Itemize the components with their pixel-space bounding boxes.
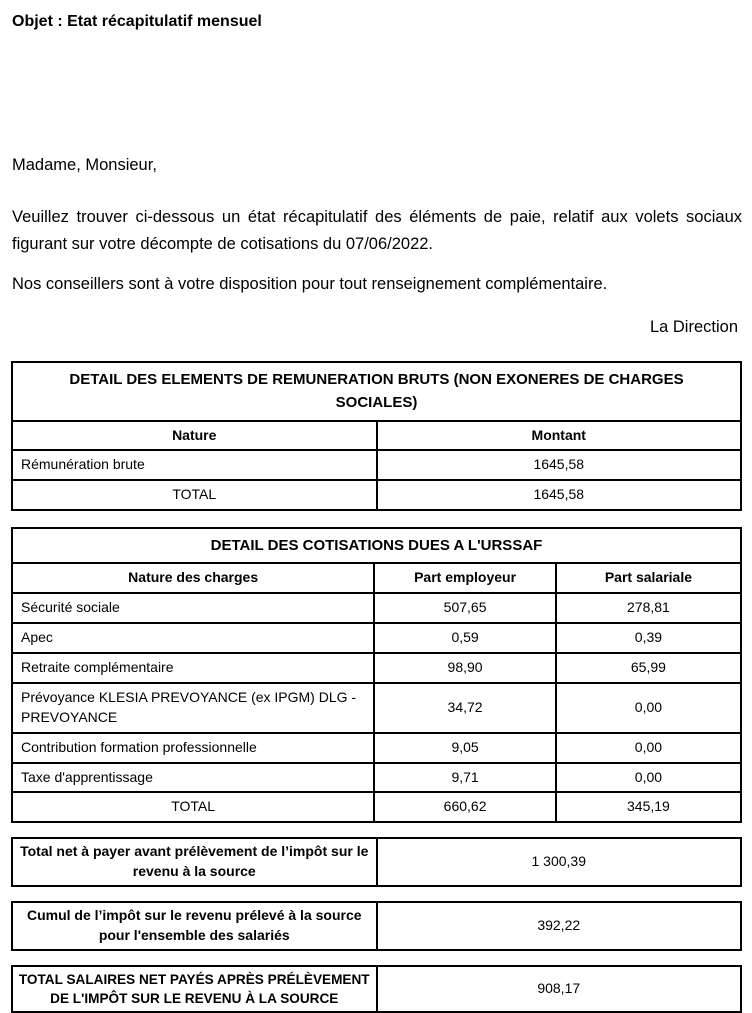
summary-table-net-apres-prelevement bbox=[11, 965, 742, 1013]
summary-label: TOTAL SALAIRES NET PAYÉS APRÈS PRÉLÈVEMENT DE L'IMPÔT SUR LE REVENU À LA SOURCE bbox=[12, 966, 377, 1013]
cotisations-table-header-row bbox=[12, 563, 741, 593]
row-part-salariale: 278,81 bbox=[556, 593, 741, 623]
table-row bbox=[12, 593, 741, 623]
letter-signature: La Direction bbox=[649, 318, 738, 336]
row-part-salariale: 0,00 bbox=[556, 733, 741, 763]
column-header-nature-charges: Nature des charges bbox=[12, 563, 374, 593]
total-label: TOTAL bbox=[12, 480, 377, 510]
row-part-salariale: 0,39 bbox=[556, 623, 741, 653]
row-nature: Taxe d'apprentissage bbox=[12, 763, 374, 793]
remuneration-table-title-row bbox=[12, 362, 741, 421]
total-row bbox=[12, 480, 741, 510]
letter-paragraph-intro: Veuillez trouver ci-dessous un état récapitulatif des éléments de paie, relatif aux volets sociaux figurant sur votre décompte de cotisations du 07/06/2022. bbox=[12, 208, 742, 253]
letter-salutation: Madame, Monsieur, bbox=[12, 156, 157, 174]
row-part-salariale: 0,00 bbox=[556, 683, 741, 733]
total-part-salariale: 345,19 bbox=[556, 792, 741, 822]
table-row bbox=[12, 653, 741, 683]
summary-table-net-avant-prelevement bbox=[11, 837, 742, 887]
remuneration-table bbox=[11, 361, 742, 511]
column-header-montant: Montant bbox=[377, 421, 742, 451]
row-nature: Retraite complémentaire bbox=[12, 653, 374, 683]
cotisations-table-title: DETAIL DES COTISATIONS DUES A L'URSSAF bbox=[12, 528, 741, 563]
row-part-employeur: 9,71 bbox=[374, 763, 556, 793]
remuneration-table-title: DETAIL DES ELEMENTS DE REMUNERATION BRUTS (NON EXONERES DE CHARGES SOCIALES) bbox=[12, 362, 741, 421]
row-montant: 1645,58 bbox=[377, 450, 742, 480]
summary-row bbox=[12, 966, 741, 1013]
table-row bbox=[12, 683, 741, 733]
summary-label: Cumul de l’impôt sur le revenu prélevé à la source pour l'ensemble des salariés bbox=[12, 902, 377, 950]
total-row bbox=[12, 792, 741, 822]
table-row bbox=[12, 450, 741, 480]
total-label: TOTAL bbox=[12, 792, 374, 822]
summary-label: Total net à payer avant prélèvement de l’impôt sur le revenu à la source bbox=[12, 838, 377, 886]
row-part-employeur: 0,59 bbox=[374, 623, 556, 653]
row-nature: Rémunération brute bbox=[12, 450, 377, 480]
summary-value: 1 300,39 bbox=[377, 838, 742, 886]
letter-subject: Objet : Etat récapitulatif mensuel bbox=[12, 13, 262, 30]
row-nature: Prévoyance KLESIA PREVOYANCE (ex IPGM) DLG - PREVOYANCE bbox=[12, 683, 374, 733]
total-montant: 1645,58 bbox=[377, 480, 742, 510]
row-nature: Sécurité sociale bbox=[12, 593, 374, 623]
table-row bbox=[12, 763, 741, 793]
summary-table-cumul-impot bbox=[11, 901, 742, 951]
letter-paragraph-contact: Nos conseillers sont à votre disposition pour tout renseignement complémentaire. bbox=[12, 275, 608, 293]
row-part-employeur: 98,90 bbox=[374, 653, 556, 683]
column-header-nature: Nature bbox=[12, 421, 377, 451]
cotisations-table-title-row bbox=[12, 528, 741, 563]
summary-row bbox=[12, 838, 741, 886]
row-part-employeur: 9,05 bbox=[374, 733, 556, 763]
row-part-salariale: 0,00 bbox=[556, 763, 741, 793]
row-nature: Contribution formation professionnelle bbox=[12, 733, 374, 763]
column-header-part-employeur: Part employeur bbox=[374, 563, 556, 593]
row-nature: Apec bbox=[12, 623, 374, 653]
remuneration-table-header-row bbox=[12, 421, 741, 451]
summary-value: 392,22 bbox=[377, 902, 742, 950]
table-row bbox=[12, 733, 741, 763]
row-part-employeur: 507,65 bbox=[374, 593, 556, 623]
summary-value: 908,17 bbox=[377, 966, 742, 1013]
row-part-employeur: 34,72 bbox=[374, 683, 556, 733]
table-row bbox=[12, 623, 741, 653]
cotisations-table bbox=[11, 527, 742, 823]
row-part-salariale: 65,99 bbox=[556, 653, 741, 683]
summary-row bbox=[12, 902, 741, 950]
total-part-employeur: 660,62 bbox=[374, 792, 556, 822]
column-header-part-salariale: Part salariale bbox=[556, 563, 741, 593]
